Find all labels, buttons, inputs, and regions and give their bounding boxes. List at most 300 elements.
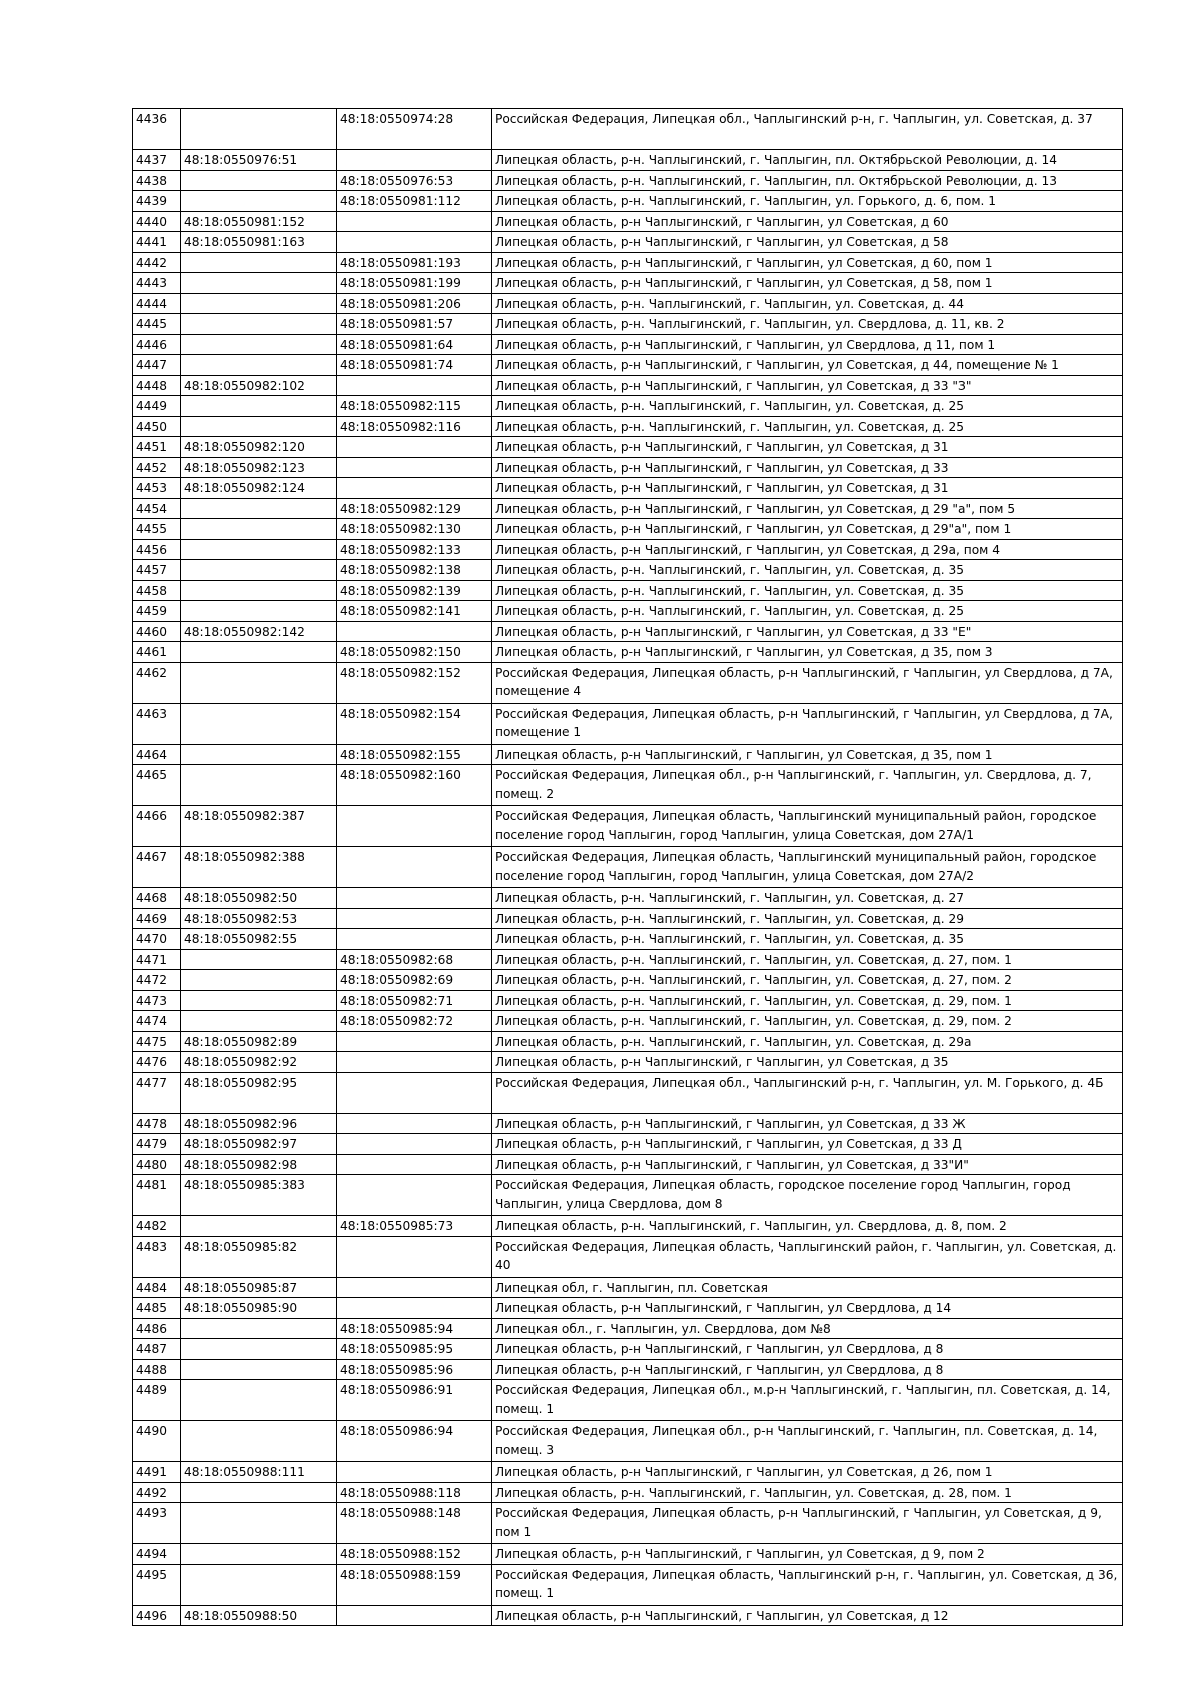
row-number-cell: 4461 — [133, 642, 181, 663]
row-number-cell: 4488 — [133, 1359, 181, 1380]
address-cell: Липецкая обл, г. Чаплыгин, пл. Советская — [492, 1277, 1123, 1298]
building-cadastral-number-cell — [337, 929, 492, 950]
table-row — [133, 744, 1123, 765]
building-cadastral-number-cell: 48:18:0550982:71 — [337, 990, 492, 1011]
address-cell: Липецкая область, р-н Чаплыгинский, г Чаплыгин, ул Советская, д 31 — [492, 478, 1123, 499]
address-cell: Липецкая область, р-н. Чаплыгинский, г. Чаплыгин, ул. Советская, д. 27 — [492, 888, 1123, 909]
building-cadastral-number-cell: 48:18:0550981:74 — [337, 355, 492, 376]
building-cadastral-number-cell: 48:18:0550982:133 — [337, 539, 492, 560]
address-cell: Липецкая область, р-н. Чаплыгинский, г. Чаплыгин, ул. Советская, д. 25 — [492, 416, 1123, 437]
land-cadastral-number-cell — [181, 662, 337, 703]
row-number-cell: 4439 — [133, 191, 181, 212]
address-cell: Российская Федерация, Липецкая обл., м.р-н Чаплыгинский, г. Чаплыгин, пл. Советская, д. 14, помещ. 1 — [492, 1380, 1123, 1421]
building-cadastral-number-cell: 48:18:0550985:73 — [337, 1216, 492, 1237]
table-row — [133, 1298, 1123, 1319]
building-cadastral-number-cell: 48:18:0550981:57 — [337, 314, 492, 335]
table-row — [133, 580, 1123, 601]
land-cadastral-number-cell: 48:18:0550982:387 — [181, 806, 337, 847]
land-cadastral-number-cell: 48:18:0550982:89 — [181, 1031, 337, 1052]
table-row — [133, 1318, 1123, 1339]
row-number-cell: 4457 — [133, 560, 181, 581]
row-number-cell: 4466 — [133, 806, 181, 847]
row-number-cell: 4436 — [133, 109, 181, 150]
table-row — [133, 519, 1123, 540]
land-cadastral-number-cell: 48:18:0550982:102 — [181, 375, 337, 396]
row-number-cell: 4494 — [133, 1544, 181, 1565]
table-row — [133, 1605, 1123, 1626]
table-row — [133, 150, 1123, 171]
land-cadastral-number-cell — [181, 970, 337, 991]
table-row — [133, 1236, 1123, 1277]
row-number-cell: 4486 — [133, 1318, 181, 1339]
address-cell: Липецкая область, р-н Чаплыгинский, г Чаплыгин, ул Советская, д 33 Д — [492, 1134, 1123, 1155]
table-row — [133, 1052, 1123, 1073]
table-row — [133, 437, 1123, 458]
row-number-cell: 4453 — [133, 478, 181, 499]
registry-table-body — [133, 109, 1123, 1626]
row-number-cell: 4496 — [133, 1605, 181, 1626]
land-cadastral-number-cell — [181, 990, 337, 1011]
row-number-cell: 4454 — [133, 498, 181, 519]
building-cadastral-number-cell: 48:18:0550981:193 — [337, 252, 492, 273]
table-row — [133, 478, 1123, 499]
address-cell: Липецкая область, р-н. Чаплыгинский, г. Чаплыгин, ул. Советская, д. 29, пом. 1 — [492, 990, 1123, 1011]
building-cadastral-number-cell — [337, 1462, 492, 1483]
land-cadastral-number-cell — [181, 1564, 337, 1605]
address-cell: Липецкая область, р-н Чаплыгинский, г Чаплыгин, ул Советская, д 33"И" — [492, 1154, 1123, 1175]
table-row — [133, 396, 1123, 417]
land-cadastral-number-cell: 48:18:0550988:50 — [181, 1605, 337, 1626]
land-cadastral-number-cell — [181, 1421, 337, 1462]
address-cell: Липецкая область, р-н Чаплыгинский, г Чаплыгин, ул Советская, д 33 Ж — [492, 1113, 1123, 1134]
address-cell: Российская Федерация, Липецкая область, р-н Чаплыгинский, г Чаплыгин, ул Свердлова, д 7А, помещение 4 — [492, 662, 1123, 703]
land-cadastral-number-cell: 48:18:0550982:123 — [181, 457, 337, 478]
building-cadastral-number-cell: 48:18:0550986:94 — [337, 1421, 492, 1462]
address-cell: Липецкая область, р-н Чаплыгинский, г Чаплыгин, ул Советская, д 31 — [492, 437, 1123, 458]
address-cell: Российская Федерация, Липецкая область, Чаплыгинский муниципальный район, городское поселение город Чаплыгин, город Чаплыгин, улица Советская, дом 27А/1 — [492, 806, 1123, 847]
building-cadastral-number-cell — [337, 375, 492, 396]
row-number-cell: 4492 — [133, 1482, 181, 1503]
row-number-cell: 4480 — [133, 1154, 181, 1175]
table-row — [133, 1072, 1123, 1113]
address-cell: Липецкая область, р-н Чаплыгинский, г Чаплыгин, ул Свердлова, д 8 — [492, 1339, 1123, 1360]
row-number-cell: 4441 — [133, 232, 181, 253]
building-cadastral-number-cell: 48:18:0550982:138 — [337, 560, 492, 581]
address-cell: Липецкая область, р-н Чаплыгинский, г Чаплыгин, ул Свердлова, д 11, пом 1 — [492, 334, 1123, 355]
building-cadastral-number-cell: 48:18:0550982:139 — [337, 580, 492, 601]
land-cadastral-number-cell — [181, 1380, 337, 1421]
address-cell: Липецкая область, р-н Чаплыгинский, г Чаплыгин, ул Советская, д 58 — [492, 232, 1123, 253]
land-cadastral-number-cell — [181, 1339, 337, 1360]
land-cadastral-number-cell — [181, 416, 337, 437]
property-registry-table — [132, 108, 1123, 1626]
address-cell: Липецкая область, р-н Чаплыгинский, г Чаплыгин, ул Советская, д 33 — [492, 457, 1123, 478]
table-row — [133, 1216, 1123, 1237]
row-number-cell: 4465 — [133, 765, 181, 806]
row-number-cell: 4478 — [133, 1113, 181, 1134]
land-cadastral-number-cell — [181, 314, 337, 335]
row-number-cell: 4456 — [133, 539, 181, 560]
row-number-cell: 4467 — [133, 847, 181, 888]
building-cadastral-number-cell: 48:18:0550982:115 — [337, 396, 492, 417]
row-number-cell: 4451 — [133, 437, 181, 458]
address-cell: Российская Федерация, Липецкая обл., р-н Чаплыгинский, г. Чаплыгин, ул. Свердлова, д. 7, помещ. 2 — [492, 765, 1123, 806]
building-cadastral-number-cell: 48:18:0550982:116 — [337, 416, 492, 437]
building-cadastral-number-cell: 48:18:0550982:141 — [337, 601, 492, 622]
building-cadastral-number-cell — [337, 847, 492, 888]
land-cadastral-number-cell — [181, 539, 337, 560]
land-cadastral-number-cell — [181, 744, 337, 765]
address-cell: Российская Федерация, Липецкая область, р-н Чаплыгинский, г Чаплыгин, ул Свердлова, д 7А, помещение 1 — [492, 703, 1123, 744]
address-cell: Российская Федерация, Липецкая область, Чаплыгинский район, г. Чаплыгин, ул. Советская, д. 40 — [492, 1236, 1123, 1277]
land-cadastral-number-cell — [181, 519, 337, 540]
table-row — [133, 109, 1123, 150]
table-row — [133, 498, 1123, 519]
table-row — [133, 621, 1123, 642]
building-cadastral-number-cell — [337, 1298, 492, 1319]
land-cadastral-number-cell: 48:18:0550985:90 — [181, 1298, 337, 1319]
table-row — [133, 990, 1123, 1011]
document-page — [132, 108, 1122, 1626]
table-row — [133, 1564, 1123, 1605]
land-cadastral-number-cell: 48:18:0550982:55 — [181, 929, 337, 950]
building-cadastral-number-cell — [337, 1154, 492, 1175]
land-cadastral-number-cell: 48:18:0550982:96 — [181, 1113, 337, 1134]
table-row — [133, 1154, 1123, 1175]
building-cadastral-number-cell — [337, 1175, 492, 1216]
row-number-cell: 4481 — [133, 1175, 181, 1216]
row-number-cell: 4445 — [133, 314, 181, 335]
address-cell: Липецкая область, р-н. Чаплыгинский, г. Чаплыгин, пл. Октябрьской Революции, д. 13 — [492, 170, 1123, 191]
building-cadastral-number-cell — [337, 1236, 492, 1277]
address-cell: Липецкая область, р-н. Чаплыгинский, г. Чаплыгин, ул. Советская, д. 25 — [492, 601, 1123, 622]
address-cell: Липецкая область, р-н. Чаплыгинский, г. Чаплыгин, ул. Советская, д. 27, пом. 1 — [492, 949, 1123, 970]
address-cell: Липецкая область, р-н Чаплыгинский, г Чаплыгин, ул Советская, д 9, пом 2 — [492, 1544, 1123, 1565]
row-number-cell: 4474 — [133, 1011, 181, 1032]
table-row — [133, 1031, 1123, 1052]
land-cadastral-number-cell: 48:18:0550982:97 — [181, 1134, 337, 1155]
row-number-cell: 4477 — [133, 1072, 181, 1113]
land-cadastral-number-cell — [181, 703, 337, 744]
land-cadastral-number-cell: 48:18:0550976:51 — [181, 150, 337, 171]
row-number-cell: 4459 — [133, 601, 181, 622]
land-cadastral-number-cell — [181, 1359, 337, 1380]
address-cell: Липецкая область, р-н. Чаплыгинский, г. Чаплыгин, ул. Советская, д. 28, пом. 1 — [492, 1482, 1123, 1503]
row-number-cell: 4462 — [133, 662, 181, 703]
land-cadastral-number-cell: 48:18:0550982:142 — [181, 621, 337, 642]
building-cadastral-number-cell — [337, 1031, 492, 1052]
land-cadastral-number-cell — [181, 170, 337, 191]
row-number-cell: 4446 — [133, 334, 181, 355]
row-number-cell: 4479 — [133, 1134, 181, 1155]
table-row — [133, 1175, 1123, 1216]
building-cadastral-number-cell: 48:18:0550982:72 — [337, 1011, 492, 1032]
building-cadastral-number-cell — [337, 478, 492, 499]
table-row — [133, 211, 1123, 232]
table-row — [133, 1462, 1123, 1483]
row-number-cell: 4476 — [133, 1052, 181, 1073]
table-row — [133, 191, 1123, 212]
row-number-cell: 4460 — [133, 621, 181, 642]
row-number-cell: 4493 — [133, 1503, 181, 1544]
address-cell: Липецкая область, р-н. Чаплыгинский, г. Чаплыгин, ул. Советская, д. 44 — [492, 293, 1123, 314]
row-number-cell: 4443 — [133, 273, 181, 294]
land-cadastral-number-cell: 48:18:0550982:98 — [181, 1154, 337, 1175]
table-row — [133, 334, 1123, 355]
address-cell: Липецкая область, р-н. Чаплыгинский, г. Чаплыгин, ул. Горького, д. 6, пом. 1 — [492, 191, 1123, 212]
land-cadastral-number-cell: 48:18:0550985:82 — [181, 1236, 337, 1277]
table-row — [133, 1421, 1123, 1462]
building-cadastral-number-cell — [337, 1052, 492, 1073]
address-cell: Липецкая область, р-н Чаплыгинский, г Чаплыгин, ул Советская, д 33 "З" — [492, 375, 1123, 396]
table-row — [133, 601, 1123, 622]
building-cadastral-number-cell: 48:18:0550985:94 — [337, 1318, 492, 1339]
building-cadastral-number-cell: 48:18:0550982:150 — [337, 642, 492, 663]
land-cadastral-number-cell — [181, 765, 337, 806]
row-number-cell: 4487 — [133, 1339, 181, 1360]
table-row — [133, 355, 1123, 376]
table-row — [133, 765, 1123, 806]
building-cadastral-number-cell: 48:18:0550985:95 — [337, 1339, 492, 1360]
land-cadastral-number-cell — [181, 580, 337, 601]
land-cadastral-number-cell — [181, 498, 337, 519]
address-cell: Липецкая область, р-н Чаплыгинский, г Чаплыгин, ул Советская, д 58, пом 1 — [492, 273, 1123, 294]
building-cadastral-number-cell — [337, 806, 492, 847]
address-cell: Липецкая область, р-н Чаплыгинский, г Чаплыгин, ул Свердлова, д 14 — [492, 1298, 1123, 1319]
row-number-cell: 4463 — [133, 703, 181, 744]
land-cadastral-number-cell — [181, 355, 337, 376]
table-row — [133, 929, 1123, 950]
land-cadastral-number-cell: 48:18:0550981:152 — [181, 211, 337, 232]
table-row — [133, 1359, 1123, 1380]
row-number-cell: 4485 — [133, 1298, 181, 1319]
land-cadastral-number-cell — [181, 109, 337, 150]
address-cell: Липецкая область, р-н. Чаплыгинский, г. Чаплыгин, ул. Советская, д. 27, пом. 2 — [492, 970, 1123, 991]
building-cadastral-number-cell: 48:18:0550981:199 — [337, 273, 492, 294]
address-cell: Липецкая область, р-н. Чаплыгинский, г. Чаплыгин, ул. Советская, д. 29 — [492, 908, 1123, 929]
address-cell: Липецкая область, р-н. Чаплыгинский, г. Чаплыгин, ул. Свердлова, д. 11, кв. 2 — [492, 314, 1123, 335]
land-cadastral-number-cell: 48:18:0550982:95 — [181, 1072, 337, 1113]
building-cadastral-number-cell: 48:18:0550988:148 — [337, 1503, 492, 1544]
building-cadastral-number-cell — [337, 1605, 492, 1626]
table-row — [133, 1113, 1123, 1134]
building-cadastral-number-cell — [337, 1072, 492, 1113]
row-number-cell: 4440 — [133, 211, 181, 232]
table-row — [133, 1277, 1123, 1298]
table-row — [133, 1482, 1123, 1503]
address-cell: Российская Федерация, Липецкая область, Чаплыгинский муниципальный район, городское поселение город Чаплыгин, город Чаплыгин, улица Советская, дом 27А/2 — [492, 847, 1123, 888]
table-row — [133, 888, 1123, 909]
row-number-cell: 4448 — [133, 375, 181, 396]
land-cadastral-number-cell — [181, 601, 337, 622]
building-cadastral-number-cell: 48:18:0550985:96 — [337, 1359, 492, 1380]
table-row — [133, 847, 1123, 888]
building-cadastral-number-cell — [337, 888, 492, 909]
address-cell: Липецкая область, р-н Чаплыгинский, г Чаплыгин, ул Советская, д 60, пом 1 — [492, 252, 1123, 273]
table-row — [133, 949, 1123, 970]
land-cadastral-number-cell: 48:18:0550982:388 — [181, 847, 337, 888]
row-number-cell: 4470 — [133, 929, 181, 950]
land-cadastral-number-cell — [181, 191, 337, 212]
table-row — [133, 252, 1123, 273]
land-cadastral-number-cell — [181, 273, 337, 294]
land-cadastral-number-cell: 48:18:0550982:120 — [181, 437, 337, 458]
table-row — [133, 1380, 1123, 1421]
land-cadastral-number-cell — [181, 560, 337, 581]
table-row — [133, 1011, 1123, 1032]
row-number-cell: 4464 — [133, 744, 181, 765]
building-cadastral-number-cell — [337, 150, 492, 171]
address-cell: Липецкая область, р-н. Чаплыгинский, г. Чаплыгин, ул. Советская, д. 29а — [492, 1031, 1123, 1052]
row-number-cell: 4442 — [133, 252, 181, 273]
building-cadastral-number-cell: 48:18:0550982:160 — [337, 765, 492, 806]
land-cadastral-number-cell — [181, 642, 337, 663]
address-cell: Липецкая область, р-н. Чаплыгинский, г. Чаплыгин, пл. Октябрьской Революции, д. 14 — [492, 150, 1123, 171]
land-cadastral-number-cell — [181, 1503, 337, 1544]
address-cell: Липецкая область, р-н. Чаплыгинский, г. Чаплыгин, ул. Советская, д. 29, пом. 2 — [492, 1011, 1123, 1032]
building-cadastral-number-cell — [337, 621, 492, 642]
building-cadastral-number-cell: 48:18:0550976:53 — [337, 170, 492, 191]
building-cadastral-number-cell: 48:18:0550981:206 — [337, 293, 492, 314]
table-row — [133, 293, 1123, 314]
table-row — [133, 703, 1123, 744]
land-cadastral-number-cell — [181, 1318, 337, 1339]
land-cadastral-number-cell — [181, 1482, 337, 1503]
table-row — [133, 1339, 1123, 1360]
address-cell: Липецкая область, р-н. Чаплыгинский, г. Чаплыгин, ул. Советская, д. 35 — [492, 929, 1123, 950]
land-cadastral-number-cell: 48:18:0550985:87 — [181, 1277, 337, 1298]
address-cell: Российская Федерация, Липецкая область, городское поселение город Чаплыгин, город Чаплыгин, улица Свердлова, дом 8 — [492, 1175, 1123, 1216]
building-cadastral-number-cell: 48:18:0550982:155 — [337, 744, 492, 765]
table-row — [133, 539, 1123, 560]
address-cell: Липецкая область, р-н Чаплыгинский, г Чаплыгин, ул Советская, д 29"а", пом 1 — [492, 519, 1123, 540]
building-cadastral-number-cell: 48:18:0550982:130 — [337, 519, 492, 540]
address-cell: Липецкая область, р-н Чаплыгинский, г Чаплыгин, ул Советская, д 44, помещение № 1 — [492, 355, 1123, 376]
table-row — [133, 416, 1123, 437]
building-cadastral-number-cell: 48:18:0550988:152 — [337, 1544, 492, 1565]
building-cadastral-number-cell: 48:18:0550986:91 — [337, 1380, 492, 1421]
land-cadastral-number-cell — [181, 396, 337, 417]
building-cadastral-number-cell — [337, 1134, 492, 1155]
land-cadastral-number-cell — [181, 293, 337, 314]
building-cadastral-number-cell: 48:18:0550982:154 — [337, 703, 492, 744]
table-row — [133, 908, 1123, 929]
building-cadastral-number-cell: 48:18:0550982:68 — [337, 949, 492, 970]
address-cell: Липецкая область, р-н. Чаплыгинский, г. Чаплыгин, ул. Советская, д. 35 — [492, 560, 1123, 581]
address-cell: Липецкая область, р-н Чаплыгинский, г Чаплыгин, ул Советская, д 35, пом 3 — [492, 642, 1123, 663]
row-number-cell: 4473 — [133, 990, 181, 1011]
land-cadastral-number-cell: 48:18:0550982:50 — [181, 888, 337, 909]
table-row — [133, 1544, 1123, 1565]
table-row — [133, 970, 1123, 991]
table-row — [133, 314, 1123, 335]
building-cadastral-number-cell: 48:18:0550988:159 — [337, 1564, 492, 1605]
building-cadastral-number-cell: 48:18:0550982:129 — [337, 498, 492, 519]
building-cadastral-number-cell — [337, 1113, 492, 1134]
land-cadastral-number-cell: 48:18:0550982:53 — [181, 908, 337, 929]
land-cadastral-number-cell — [181, 1544, 337, 1565]
row-number-cell: 4452 — [133, 457, 181, 478]
table-row — [133, 457, 1123, 478]
address-cell: Липецкая область, р-н Чаплыгинский, г Чаплыгин, ул Советская, д 35 — [492, 1052, 1123, 1073]
land-cadastral-number-cell — [181, 252, 337, 273]
address-cell: Российская Федерация, Липецкая область, Чаплыгинский р-н, г. Чаплыгин, ул. Советская, д 36, помещ. 1 — [492, 1564, 1123, 1605]
address-cell: Российская Федерация, Липецкая обл., Чаплыгинский р-н, г. Чаплыгин, ул. Советская, д. 37 — [492, 109, 1123, 150]
address-cell: Российская Федерация, Липецкая обл., р-н Чаплыгинский, г. Чаплыгин, пл. Советская, д. 14, помещ. 3 — [492, 1421, 1123, 1462]
building-cadastral-number-cell: 48:18:0550982:69 — [337, 970, 492, 991]
address-cell: Липецкая область, р-н Чаплыгинский, г Чаплыгин, ул Советская, д 35, пом 1 — [492, 744, 1123, 765]
land-cadastral-number-cell — [181, 1216, 337, 1237]
building-cadastral-number-cell: 48:18:0550981:112 — [337, 191, 492, 212]
building-cadastral-number-cell: 48:18:0550982:152 — [337, 662, 492, 703]
land-cadastral-number-cell: 48:18:0550982:92 — [181, 1052, 337, 1073]
land-cadastral-number-cell — [181, 334, 337, 355]
row-number-cell: 4484 — [133, 1277, 181, 1298]
table-row — [133, 232, 1123, 253]
address-cell: Липецкая область, р-н. Чаплыгинский, г. Чаплыгин, ул. Советская, д. 35 — [492, 580, 1123, 601]
table-row — [133, 642, 1123, 663]
row-number-cell: 4469 — [133, 908, 181, 929]
row-number-cell: 4450 — [133, 416, 181, 437]
building-cadastral-number-cell: 48:18:0550981:64 — [337, 334, 492, 355]
table-row — [133, 170, 1123, 191]
row-number-cell: 4438 — [133, 170, 181, 191]
land-cadastral-number-cell: 48:18:0550981:163 — [181, 232, 337, 253]
row-number-cell: 4455 — [133, 519, 181, 540]
address-cell: Липецкая область, р-н Чаплыгинский, г Чаплыгин, ул Советская, д 33 "Е" — [492, 621, 1123, 642]
address-cell: Липецкая область, р-н. Чаплыгинский, г. Чаплыгин, ул. Свердлова, д. 8, пом. 2 — [492, 1216, 1123, 1237]
building-cadastral-number-cell: 48:18:0550988:118 — [337, 1482, 492, 1503]
row-number-cell: 4491 — [133, 1462, 181, 1483]
land-cadastral-number-cell — [181, 1011, 337, 1032]
row-number-cell: 4471 — [133, 949, 181, 970]
row-number-cell: 4468 — [133, 888, 181, 909]
land-cadastral-number-cell: 48:18:0550982:124 — [181, 478, 337, 499]
building-cadastral-number-cell — [337, 1277, 492, 1298]
address-cell: Липецкая область, р-н Чаплыгинский, г Чаплыгин, ул Свердлова, д 8 — [492, 1359, 1123, 1380]
row-number-cell: 4437 — [133, 150, 181, 171]
row-number-cell: 4447 — [133, 355, 181, 376]
table-row — [133, 662, 1123, 703]
row-number-cell: 4483 — [133, 1236, 181, 1277]
land-cadastral-number-cell — [181, 949, 337, 970]
address-cell: Российская Федерация, Липецкая обл., Чаплыгинский р-н, г. Чаплыгин, ул. М. Горького, д. 4Б — [492, 1072, 1123, 1113]
row-number-cell: 4458 — [133, 580, 181, 601]
address-cell: Липецкая область, р-н Чаплыгинский, г Чаплыгин, ул Советская, д 26, пом 1 — [492, 1462, 1123, 1483]
building-cadastral-number-cell: 48:18:0550974:28 — [337, 109, 492, 150]
address-cell: Липецкая область, р-н Чаплыгинский, г Чаплыгин, ул Советская, д 60 — [492, 211, 1123, 232]
building-cadastral-number-cell — [337, 457, 492, 478]
land-cadastral-number-cell: 48:18:0550988:111 — [181, 1462, 337, 1483]
row-number-cell: 4490 — [133, 1421, 181, 1462]
address-cell: Российская Федерация, Липецкая область, р-н Чаплыгинский, г Чаплыгин, ул Советская, д 9, пом 1 — [492, 1503, 1123, 1544]
row-number-cell: 4444 — [133, 293, 181, 314]
table-row — [133, 560, 1123, 581]
building-cadastral-number-cell — [337, 211, 492, 232]
row-number-cell: 4482 — [133, 1216, 181, 1237]
table-row — [133, 375, 1123, 396]
building-cadastral-number-cell — [337, 437, 492, 458]
row-number-cell: 4472 — [133, 970, 181, 991]
row-number-cell: 4475 — [133, 1031, 181, 1052]
table-row — [133, 1503, 1123, 1544]
table-row — [133, 1134, 1123, 1155]
address-cell: Липецкая область, р-н Чаплыгинский, г Чаплыгин, ул Советская, д 29а, пом 4 — [492, 539, 1123, 560]
address-cell: Липецкая область, р-н Чаплыгинский, г Чаплыгин, ул Советская, д 29 "а", пом 5 — [492, 498, 1123, 519]
building-cadastral-number-cell — [337, 232, 492, 253]
building-cadastral-number-cell — [337, 908, 492, 929]
table-row — [133, 806, 1123, 847]
